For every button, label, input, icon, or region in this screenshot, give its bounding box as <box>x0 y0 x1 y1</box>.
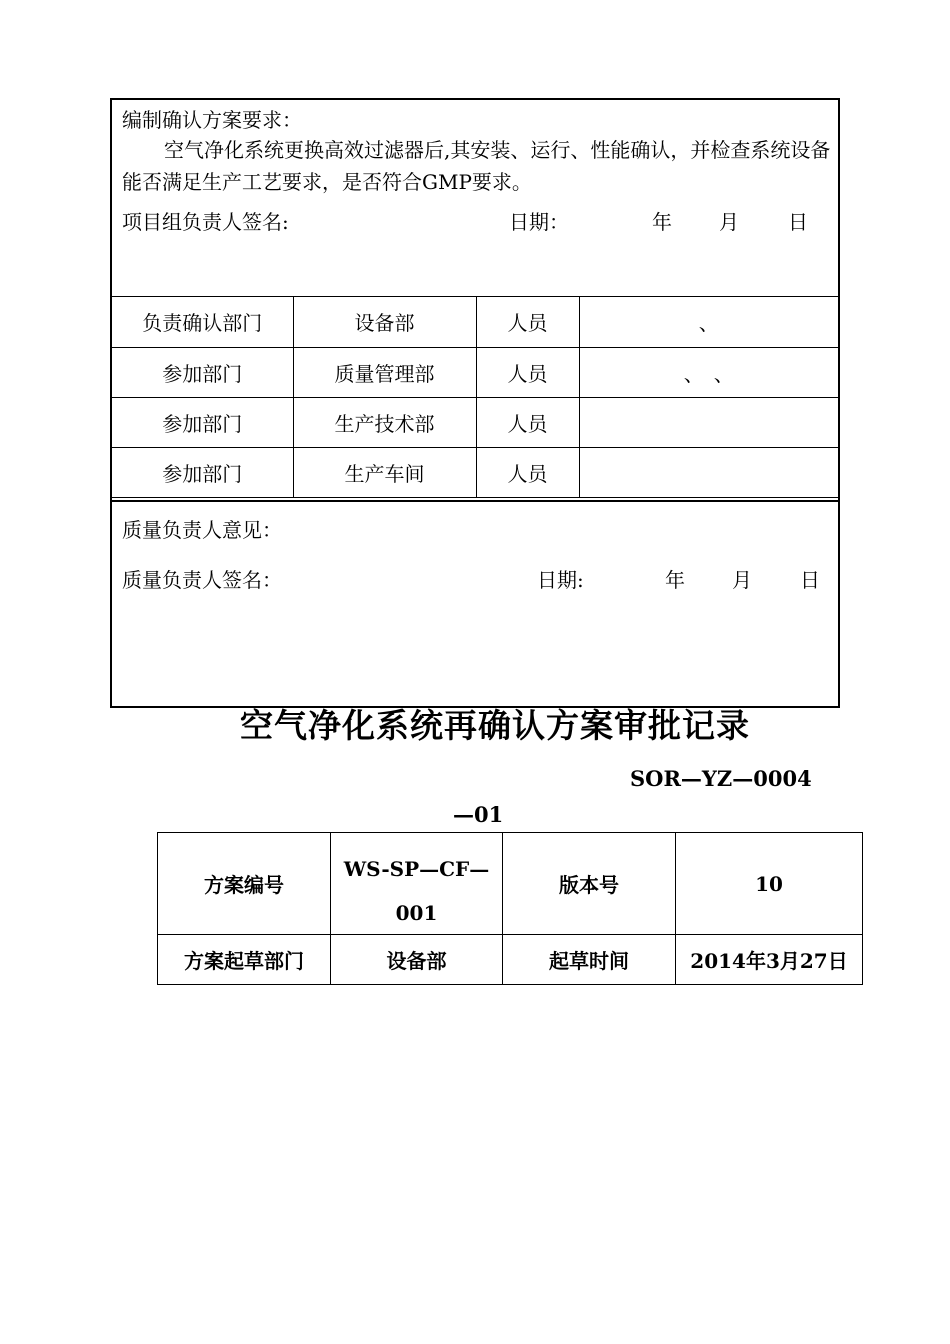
role-cell: 参加部门 <box>112 347 293 397</box>
project-leader-signature-label: 项目组负责人签名: <box>122 210 289 234</box>
person-label-cell: 人员 <box>476 397 579 447</box>
date-label: 日期： <box>509 210 569 234</box>
plan-no-line1: WS-SP—CF— <box>343 856 490 881</box>
version-label: 版本号 <box>503 833 676 935</box>
table-row <box>112 447 838 497</box>
persons-cell <box>579 397 838 447</box>
quality-section <box>112 500 838 706</box>
table-row <box>158 833 863 935</box>
dept-cell: 质量管理部 <box>293 347 476 397</box>
dept-cell: 生产车间 <box>293 447 476 497</box>
requirement-body: 空气净化系统更换高效过滤器后,其安装、运行、性能确认，并检查系统设备能否满足生产工艺要求，是否符合GMP要求。 <box>122 138 831 194</box>
draft-dept-label: 方案起草部门 <box>158 935 331 985</box>
requirement-section <box>112 100 838 297</box>
department-table <box>112 297 838 498</box>
draft-dept-value: 设备部 <box>331 935 503 985</box>
version-value: 10 <box>676 833 863 935</box>
role-cell: 参加部门 <box>112 447 293 497</box>
quality-opinion-label: 质量负责人意见： <box>122 518 282 542</box>
dept-cell: 生产技术部 <box>293 397 476 447</box>
plan-no-label: 方案编号 <box>158 833 331 935</box>
persons-cell: 、 <box>579 297 838 347</box>
record-code-line1: SOR—YZ—0004 <box>630 766 812 791</box>
day-label: 日 <box>788 210 808 234</box>
year-label: 年 <box>652 210 672 234</box>
quality-year-label: 年 <box>665 568 685 592</box>
approval-table <box>157 832 863 985</box>
month-label: 月 <box>719 210 739 234</box>
quality-day-label: 日 <box>800 568 820 592</box>
person-label-cell: 人员 <box>476 347 579 397</box>
record-title: 空气净化系统再确认方案审批记录 <box>240 706 750 745</box>
draft-time-label: 起草时间 <box>503 935 676 985</box>
table-row <box>112 397 838 447</box>
requirement-title: 编制确认方案要求： <box>122 108 302 132</box>
table-row <box>158 935 863 985</box>
quality-month-label: 月 <box>732 568 752 592</box>
role-cell: 负责确认部门 <box>112 297 293 347</box>
role-cell: 参加部门 <box>112 397 293 447</box>
table-row <box>112 347 838 397</box>
persons-cell <box>579 447 838 497</box>
plan-no-line2: 001 <box>395 900 438 925</box>
table-row <box>112 297 838 347</box>
record-code-line2: —01 <box>453 802 504 827</box>
draft-time-value: 2014年3月27日 <box>676 935 863 985</box>
quality-signature-label: 质量负责人签名： <box>122 568 282 592</box>
dept-cell: 设备部 <box>293 297 476 347</box>
person-label-cell: 人员 <box>476 297 579 347</box>
confirmation-form <box>110 98 840 708</box>
person-label-cell: 人员 <box>476 447 579 497</box>
persons-cell: 、 、 <box>579 347 838 397</box>
plan-no-value <box>331 833 503 935</box>
quality-date-label: 日期: <box>537 568 584 592</box>
